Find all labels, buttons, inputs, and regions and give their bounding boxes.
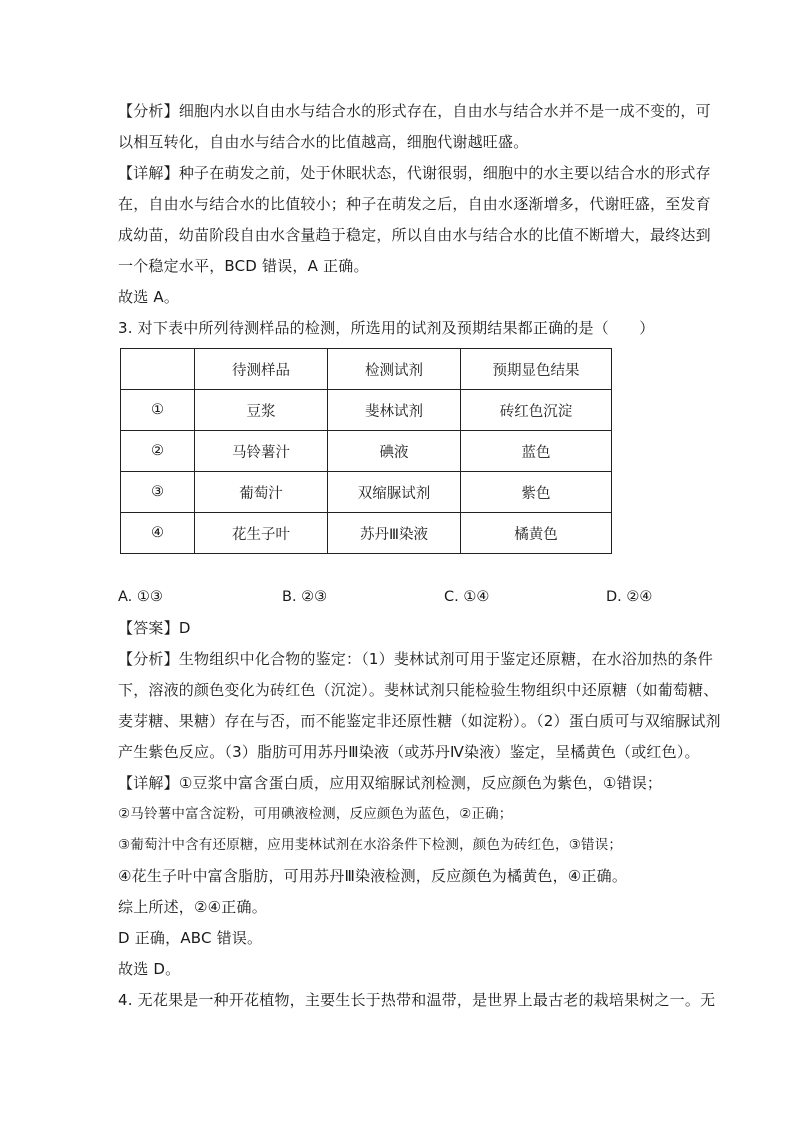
table-cell: 苏丹Ⅲ染液 xyxy=(328,513,461,554)
table-cell: ③ xyxy=(121,472,195,513)
table-row xyxy=(121,431,612,472)
q3-stem: 3. 对下表中所列待测样品的检测，所选用的试剂及预期结果都正确的是（ ） xyxy=(118,319,655,337)
q3-table xyxy=(120,348,612,554)
table-cell: 蓝色 xyxy=(461,431,612,472)
option-b: B. ②③ xyxy=(282,589,328,605)
q3-detail-line-4: ④花生子叶中富含脂肪，可用苏丹Ⅲ染液检测，反应颜色为橘黄色，④正确。 xyxy=(118,867,628,885)
q3-analysis-text-1: 生物组织中化合物的鉴定：（1）斐林试剂可用于鉴定还原糖，在水浴加热的条件 xyxy=(178,650,714,668)
table-header-cell: 预期显色结果 xyxy=(461,349,612,390)
prev-detail-line-1 xyxy=(118,158,711,189)
option-a: A. ①③ xyxy=(118,589,163,605)
q3-detail-text-1: ①豆浆中富含蛋白质，应用双缩脲试剂检测，反应颜色为紫色，①错误； xyxy=(178,774,663,792)
table-cell: 紫色 xyxy=(461,472,612,513)
table-cell: ① xyxy=(121,390,195,431)
table-row xyxy=(121,390,612,431)
table-cell: 双缩脲试剂 xyxy=(328,472,461,513)
table-cell: ④ xyxy=(121,513,195,554)
q3-options xyxy=(118,582,678,613)
prev-analysis-line-1 xyxy=(118,96,711,127)
table-row xyxy=(121,513,612,554)
table-cell: 碘液 xyxy=(328,431,461,472)
prev-detail-text-1: 种子在萌发之前，处于休眠状态，代谢很弱，细胞中的水主要以结合水的形式存 xyxy=(178,164,711,182)
detail-label: 【详解】 xyxy=(118,774,179,792)
q3-summary: 综上所述，②④正确。 xyxy=(118,898,267,916)
prev-analysis-line-2: 以相互转化，自由水与结合水的比值越高，细胞代谢越旺盛。 xyxy=(118,133,529,151)
q3-choose: 故选 D。 xyxy=(118,960,181,978)
table-cell: ② xyxy=(121,431,195,472)
prev-choose: 故选 A。 xyxy=(118,288,180,306)
q3-analysis-line-3: 麦芽糖、果糖）存在与否，而不能鉴定非还原性糖（如淀粉）。（2）蛋白质可与双缩脲试剂 xyxy=(118,712,721,730)
prev-detail-line-2: 在，自由水与结合水的比值较小；种子在萌发之后，自由水逐渐增多，代谢旺盛，至发育 xyxy=(118,195,711,213)
q4-stem: 4. 无花果是一种开花植物，主要生长于热带和温带，是世界上最古老的栽培果树之一。无 xyxy=(118,991,716,1009)
q3-detail-line-2: ②马铃薯中富含淀粉，可用碘液检测，反应颜色为蓝色，②正确； xyxy=(118,806,513,822)
table-header-cell: 待测样品 xyxy=(195,349,328,390)
table-cell: 葡萄汁 xyxy=(195,472,328,513)
prev-detail-line-4: 一个稳定水平，BCD 错误，A 正确。 xyxy=(118,257,369,275)
option-c: C. ①④ xyxy=(444,589,490,605)
q3-analysis-line-4: 产生紫色反应。（3）脂肪可用苏丹Ⅲ染液（或苏丹Ⅳ染液）鉴定，呈橘黄色（或红色）。 xyxy=(118,743,700,761)
table-cell: 斐林试剂 xyxy=(328,390,461,431)
table-cell: 砖红色沉淀 xyxy=(461,390,612,431)
analysis-label: 【分析】 xyxy=(118,102,179,120)
table-cell: 橘黄色 xyxy=(461,513,612,554)
detail-label: 【详解】 xyxy=(118,164,179,182)
answer-label: 【答案】 xyxy=(118,619,179,637)
prev-analysis-text-1: 细胞内水以自由水与结合水的形式存在，自由水与结合水并不是一成不变的，可 xyxy=(178,102,711,120)
table-cell: 花生子叶 xyxy=(195,513,328,554)
q3-answer xyxy=(118,613,678,644)
q3-analysis-line-1 xyxy=(118,644,714,675)
option-d: D. ②④ xyxy=(606,589,653,605)
table-cell: 马铃薯汁 xyxy=(195,431,328,472)
table-row xyxy=(121,472,612,513)
document-page xyxy=(118,96,721,1016)
table-header-cell: 检测试剂 xyxy=(328,349,461,390)
analysis-label: 【分析】 xyxy=(118,650,179,668)
q3-detail-line-3: ③葡萄汁中含有还原糖，应用斐林试剂在水浴条件下检测，颜色为砖红色，③错误； xyxy=(118,837,623,853)
q3-detail-line-1 xyxy=(118,768,678,799)
table-header-cell xyxy=(121,349,195,390)
q3-analysis-line-2: 下，溶液的颜色变化为砖红色（沉淀）。斐林试剂只能检验生物组织中还原糖（如葡萄糖、 xyxy=(118,681,719,699)
table-header-row xyxy=(121,349,612,390)
answer-value: D xyxy=(178,619,191,637)
prev-detail-line-3: 成幼苗，幼苗阶段自由水含量趋于稳定，所以自由水与结合水的比值不断增大，最终达到 xyxy=(118,226,711,244)
table-cell: 豆浆 xyxy=(195,390,328,431)
q3-verdict: D 正确，ABC 错误。 xyxy=(118,929,263,947)
